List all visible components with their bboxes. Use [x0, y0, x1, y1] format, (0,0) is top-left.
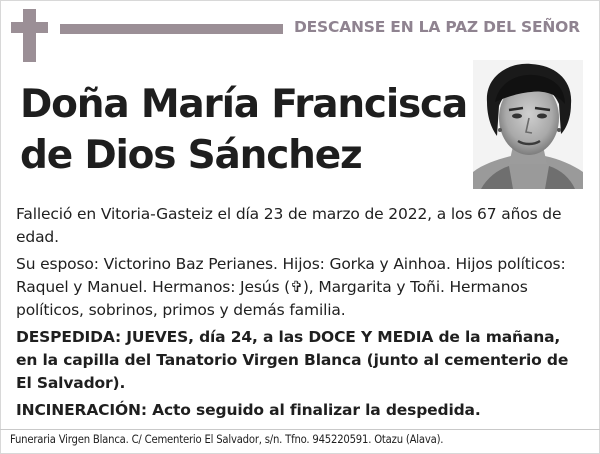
footer-divider — [0, 429, 600, 430]
deceased-name — [20, 79, 470, 181]
notice-cremation — [16, 399, 586, 422]
notice-farewell: DESPEDIDA: JUEVES, día 24, a las DOCE Y MEDIA de la mañana, en la capilla del Tanatorio Virgen Blanca (junto al cementerio de El Salvador). — [16, 328, 569, 392]
notice-body — [16, 203, 586, 426]
notice-cremation-label: INCINERACIÓN: — [16, 401, 147, 419]
deceased-name-line2: de Dios Sánchez — [20, 133, 362, 178]
notice-family-part2: ), Margarita y Toñi. Hermanos políticos, sobrinos, primos y demás familia. — [16, 278, 528, 319]
notice-family-part1: Su esposo: Victorino Baz Perianes. Hijos: Gorka y Ainhoa. Hijos políticos: Raquel y Manuel. Hermanos: Jesús ( — [16, 255, 566, 296]
notice-family — [16, 253, 586, 322]
notice-cremation-text: Acto seguido al finalizar la despedida. — [146, 401, 481, 419]
deceased-name-line1: Doña María Francisca — [20, 82, 468, 127]
funeral-home-footer: Funeraria Virgen Blanca. C/ Cementerio El Salvador, s/n. Tfno. 945220591. Otazu (Alava). — [10, 433, 444, 446]
latin-cross-icon: ✞ — [290, 278, 303, 296]
header-motto: DESCANSE EN LA PAZ DEL SEÑOR — [294, 18, 580, 36]
portrait-photo — [473, 60, 583, 189]
header-rule — [60, 24, 283, 34]
cross-icon — [11, 9, 48, 62]
notice-death-statement: Falleció en Vitoria-Gasteiz el día 23 de marzo de 2022, a los 67 años de edad. — [16, 205, 562, 246]
